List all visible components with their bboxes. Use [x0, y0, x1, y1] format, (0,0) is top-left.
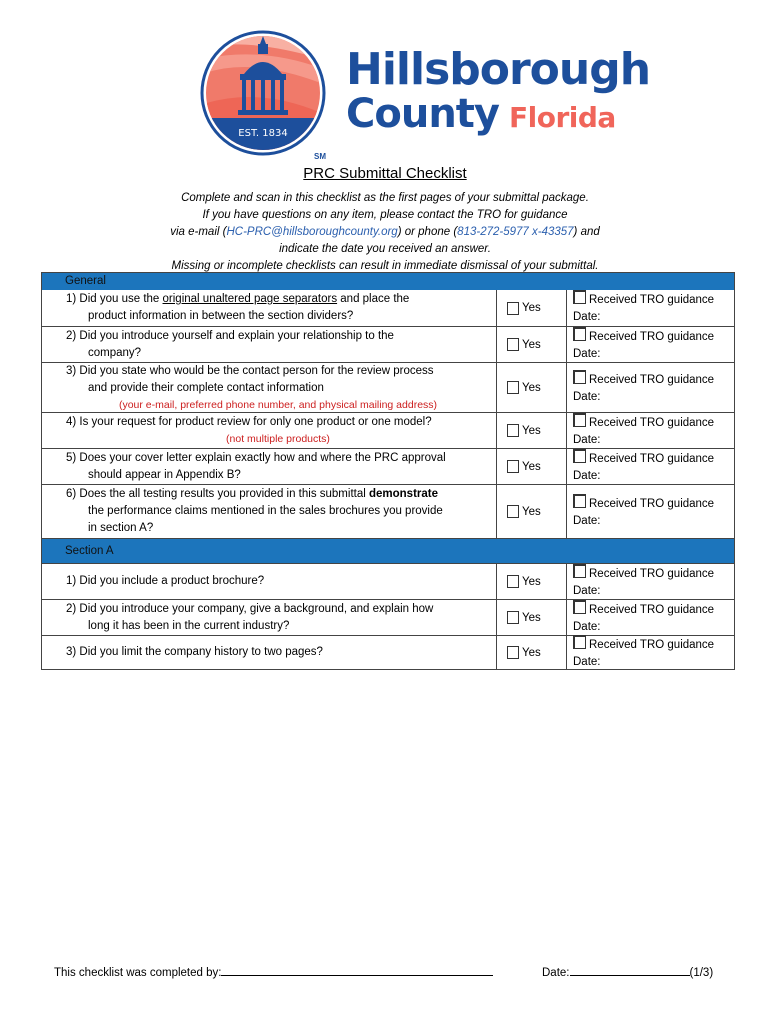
date-line[interactable] [570, 963, 690, 976]
brand-name-line2: County Florida [346, 91, 616, 137]
intro-text: Complete and scan in this checklist as the first pages of your submittal package. If you have questions on any item, please contact the TRO for guidance via e-mail (HC-PRC@hillsboroughcounty.org) or phone (813-272-5977 x-43357) and indicate the date you received an answer. Missing or incomplete checklists can result in immediate dismissal of your submittal. [170, 192, 600, 272]
yes-checkbox[interactable]: Yes [496, 290, 566, 326]
brand-name-line1: Hillsborough [346, 44, 651, 95]
yes-checkbox[interactable]: Yes [496, 327, 566, 362]
yes-checkbox[interactable]: Yes [496, 413, 566, 448]
tro-checkbox[interactable] [573, 564, 586, 578]
question-note: (not multiple products) [226, 433, 330, 445]
checkbox-icon[interactable] [507, 381, 519, 394]
question-text: 2) Did you introduce yourself and explain your relationship to the company? [66, 329, 394, 359]
tro-checkbox[interactable] [573, 413, 586, 427]
question-text: 3) Did you state who would be the contact person for the review process and provide their complete contact information (your e-mail, preferred phone number, and physical mailing address) [42, 363, 496, 412]
yes-checkbox[interactable]: Yes [496, 564, 566, 599]
table-row [42, 290, 734, 326]
table-row [42, 563, 734, 599]
date-field[interactable]: Date: [573, 620, 601, 633]
date-field[interactable]: Date: [573, 311, 601, 323]
checkbox-icon[interactable] [507, 460, 519, 473]
date-field[interactable]: Date: [573, 433, 601, 446]
yes-checkbox[interactable]: Yes [496, 363, 566, 412]
tro-guidance-cell: Received TRO guidance Date: [566, 485, 734, 538]
checkbox-icon[interactable] [507, 338, 519, 351]
table-row [42, 599, 734, 635]
svg-text:EST. 1834: EST. 1834 [238, 128, 288, 139]
brand-state: Florida [508, 101, 616, 134]
tro-guidance-cell: Received TRO guidance Date: [566, 564, 734, 599]
tro-guidance-cell: Received TRO guidance Date: [566, 636, 734, 669]
date-field[interactable]: Date: [573, 514, 601, 527]
question-text: 4) Is your request for product review for only one product or one model? (not multiple products) [42, 413, 496, 448]
table-row [42, 412, 734, 448]
checkbox-icon[interactable] [507, 611, 519, 624]
yes-checkbox[interactable]: Yes [496, 449, 566, 484]
tro-checkbox[interactable] [573, 449, 586, 463]
yes-checkbox[interactable]: Yes [496, 485, 566, 538]
tro-guidance-cell: Received TRO guidance Date: [566, 413, 734, 448]
page-title: PRC Submittal Checklist [303, 165, 467, 182]
service-mark: SM [314, 152, 326, 161]
question-text: 3) Did you limit the company history to two pages? [66, 646, 323, 658]
tro-guidance-cell: Received TRO guidance Date: [566, 363, 734, 412]
signature-line[interactable] [221, 963, 493, 976]
checkbox-icon[interactable] [507, 302, 519, 315]
question-text: 1) Did you include a product brochure? [66, 575, 265, 587]
date-field[interactable]: Date: [573, 390, 601, 403]
table-row [42, 448, 734, 484]
checkbox-icon[interactable] [507, 646, 519, 659]
phone-link[interactable]: 813-272-5977 x-43357 [457, 226, 574, 238]
tro-checkbox[interactable] [573, 600, 586, 614]
tro-checkbox[interactable] [573, 494, 586, 508]
table-row [42, 484, 734, 538]
question-text: 2) Did you introduce your company, give a background, and explain how long it has been in the current industry? [66, 602, 434, 632]
date-field[interactable]: Date: [573, 469, 601, 482]
tro-checkbox[interactable] [573, 635, 586, 649]
table-row [42, 362, 734, 412]
county-seal-icon [200, 30, 326, 156]
email-link[interactable]: HC-PRC@hillsboroughcounty.org [226, 226, 398, 238]
tro-guidance-cell: Received TRO guidance Date: [566, 449, 734, 484]
yes-checkbox[interactable]: Yes [496, 636, 566, 669]
page-number: (1/3) [689, 967, 714, 979]
footer-date-field[interactable]: Date: (1/3) [542, 963, 713, 979]
section-header-section-a: Section A [42, 538, 734, 563]
county-logo [200, 30, 651, 161]
date-field[interactable]: Date: [573, 584, 601, 597]
checkbox-icon[interactable] [507, 505, 519, 518]
tro-checkbox[interactable] [573, 370, 586, 384]
question-text: 5) Does your cover letter explain exactly how and where the PRC approval should appear in Appendix B? [66, 451, 446, 481]
section-header-general: General [42, 273, 734, 290]
checkbox-icon[interactable] [507, 575, 519, 588]
table-row [42, 635, 734, 669]
question-text: 6) Does the all testing results you provided in this submittal demonstrate the performance claims mentioned in the sales brochures you provide in section A? [66, 488, 443, 534]
tro-guidance-cell: Received TRO guidance Date: [566, 290, 734, 326]
checklist-table [41, 272, 735, 670]
question-note: (your e-mail, preferred phone number, and physical mailing address) [118, 398, 438, 411]
date-field[interactable]: Date: [573, 655, 601, 668]
tro-checkbox[interactable] [573, 290, 586, 304]
tro-guidance-cell: Received TRO guidance Date: [566, 327, 734, 362]
tro-checkbox[interactable] [573, 327, 586, 341]
question-text: 1) Did you use the original unaltered page separators and place the product information in between the section dividers? [66, 293, 410, 322]
checkbox-icon[interactable] [507, 424, 519, 437]
tro-guidance-cell: Received TRO guidance Date: [566, 600, 734, 635]
table-row [42, 326, 734, 362]
date-field[interactable]: Date: [573, 347, 601, 360]
yes-checkbox[interactable]: Yes [496, 600, 566, 635]
completed-by-field[interactable]: This checklist was completed by: [54, 963, 493, 979]
